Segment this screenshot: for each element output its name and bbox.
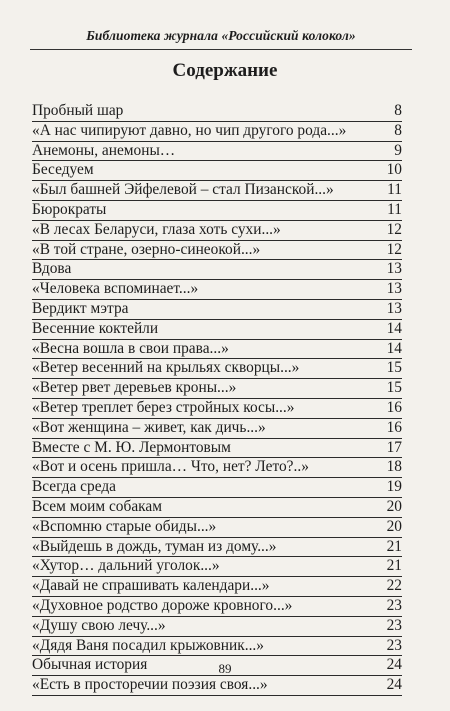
toc-entry [32,280,402,300]
toc-entry-page: 17 [386,438,402,456]
toc-entry-title: «Весна вошла в свои права...» [32,339,229,357]
toc-entry-title: Бюрократы [32,200,107,218]
toc-entry-page: 14 [386,319,402,337]
toc-entry-title: «Был башней Эйфелевой – стал Пизанской...» [32,181,334,199]
page-title: Содержание [172,60,278,81]
toc-entry [32,379,402,399]
toc-entry-title: «Есть в просторечии поэзия своя...» [32,676,268,694]
toc-entry-title: Вместе с М. Ю. Лермонтовым [32,438,231,456]
toc-entry-title: «Выйдешь в дождь, туман из дому...» [32,537,277,555]
toc-entry-title: «А нас чипируют давно, но чип другого рода...» [32,121,347,139]
toc-entry-title: «Ветер весенний на крыльях скворцы...» [32,359,300,377]
toc-entry [32,419,402,439]
toc-entry-page: 16 [386,398,402,416]
toc-entry-title: Анемоны, анемоны… [32,141,176,159]
toc-entry [32,637,402,657]
toc-entry-page: 22 [386,577,402,595]
running-header: Библиотека журнала «Российский колокол» [86,28,356,43]
toc-entry-title: Вердикт мэтра [32,299,129,317]
toc-entry-title: Беседуем [32,161,94,179]
toc-entry-page: 16 [386,418,402,436]
toc-entry-title: «Хутор… дальний уголок...» [32,557,220,575]
toc-entry [32,458,402,478]
toc-entry-page: 20 [386,517,402,535]
toc-entry [32,617,402,637]
toc-entry-page: 21 [386,557,402,575]
toc-entry-title: Всегда среда [32,478,116,496]
toc-entry [32,439,402,459]
toc-entry [32,102,402,122]
toc-entry-page: 8 [394,121,402,139]
toc-entry-title: «Ветер рвет деревьев кроны...» [32,379,237,397]
toc-entry-title: «Ветер треплет берез стройных косы...» [32,398,295,416]
toc-entry-title: «Душу свою лечу...» [32,616,166,634]
toc-entry-page: 9 [394,141,402,159]
toc-entry-page: 14 [386,339,402,357]
table-of-contents [32,102,402,696]
toc-entry-page: 24 [386,676,402,694]
toc-entry [32,538,402,558]
toc-entry-title: «В той стране, озерно-синеокой...» [32,240,261,258]
toc-entry-title: «Вот женщина – живет, как дичь...» [32,418,266,436]
toc-entry-page: 19 [386,478,402,496]
toc-entry-page: 8 [394,102,402,119]
toc-entry-title: «Вспомню старые обиды...» [32,517,217,535]
toc-entry-page: 12 [386,220,402,238]
toc-entry-page: 11 [387,200,402,218]
toc-entry-title: Весенние коктейли [32,319,159,337]
toc-entry-title: Всем моим собакам [32,497,162,515]
toc-entry [32,241,402,261]
toc-entry [32,300,402,320]
toc-entry-page: 13 [386,280,402,298]
toc-entry [32,122,402,142]
toc-entry [32,478,402,498]
toc-entry-page: 15 [386,359,402,377]
toc-entry-page: 13 [386,299,402,317]
toc-entry [32,359,402,379]
toc-entry [32,597,402,617]
toc-entry-page: 12 [386,240,402,258]
toc-entry [32,260,402,280]
page-number: 89 [218,661,232,676]
toc-entry-title: «Дядя Ваня посадил крыжовник...» [32,636,264,654]
header-rule [30,49,412,50]
toc-entry-title: Пробный шар [32,102,124,119]
toc-entry [32,142,402,162]
toc-entry [32,181,402,201]
toc-entry [32,221,402,241]
toc-entry [32,676,402,696]
toc-entry [32,577,402,597]
toc-entry-page: 11 [387,181,402,199]
toc-entry [32,498,402,518]
toc-entry [32,399,402,419]
toc-entry [32,320,402,340]
toc-entry-title: Обычная история [32,656,148,674]
toc-entry-page: 23 [386,616,402,634]
toc-entry-page: 15 [386,379,402,397]
toc-entry-page: 23 [386,596,402,614]
toc-entry-title: «Давай не спрашивать календари...» [32,577,270,595]
toc-entry-page: 18 [386,458,402,476]
toc-entry-page: 23 [386,636,402,654]
toc-entry-page: 10 [386,161,402,179]
toc-entry-title: «В лесах Беларуси, глаза хоть сухи...» [32,220,281,238]
toc-entry [32,201,402,221]
toc-entry-page: 21 [386,537,402,555]
toc-entry-title: «Духовное родство дороже кровного...» [32,596,293,614]
toc-entry [32,518,402,538]
toc-entry-title: «Вот и осень пришла… Что, нет? Лето?..» [32,458,309,476]
toc-entry-page: 20 [386,497,402,515]
toc-entry [32,161,402,181]
toc-entry-page: 13 [386,260,402,278]
toc-entry-title: «Человека вспоминает...» [32,280,199,298]
toc-entry [32,340,402,360]
toc-entry-title: Вдова [32,260,72,278]
toc-entry-page: 24 [386,656,402,674]
toc-entry [32,557,402,577]
